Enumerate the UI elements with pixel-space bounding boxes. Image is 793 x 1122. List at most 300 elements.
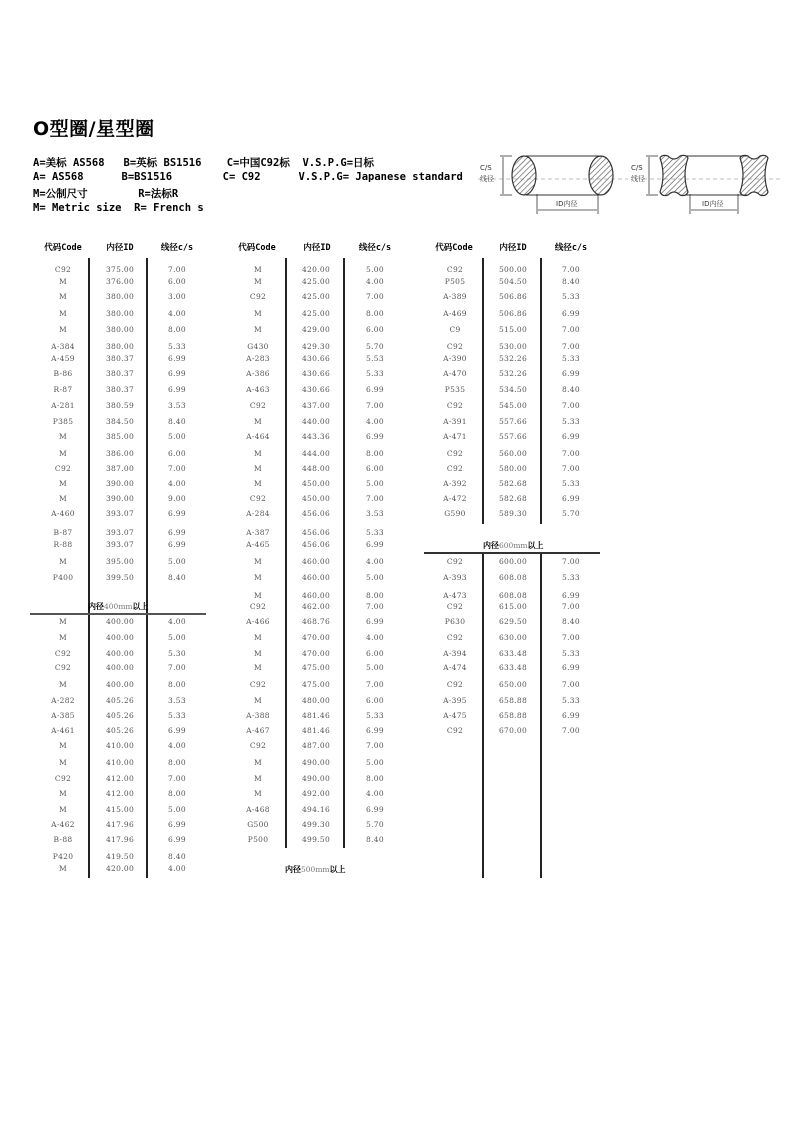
table2-cell-id: 443.36 <box>301 432 331 441</box>
table3-cell-code: A-474 <box>443 663 467 672</box>
table1-cell-code: M <box>59 494 67 503</box>
section-suffix: 以上 <box>329 865 346 874</box>
table3-header-cs: 线径c/s <box>554 243 588 253</box>
table3-cell-code: A-395 <box>443 696 467 705</box>
table1-cell-id: 412.00 <box>105 774 135 783</box>
table3-cell-cs: 8.40 <box>562 385 580 394</box>
legend-line-cn-1: A=美标 AS568 B=英标 BS1516 C=中国C92标 V.S.P.G=日标 <box>33 157 375 169</box>
table1-cell-cs: 7.00 <box>168 663 186 672</box>
table2-cell-cs: 5.70 <box>366 342 384 351</box>
table2-cell-cs: 5.33 <box>366 369 384 378</box>
table1-cell-code: A-385 <box>51 711 75 720</box>
table1-cell-id: 400.00 <box>105 633 135 642</box>
table1-cell-id: 400.00 <box>105 617 135 626</box>
table3-cell-id: 530.00 <box>498 342 528 351</box>
table1-cell-cs: 8.00 <box>168 758 186 767</box>
table1-cell-id: 380.37 <box>105 385 135 394</box>
table1-header-code: 代码Code <box>44 243 82 253</box>
table3-cell-id: 506.86 <box>498 292 528 301</box>
table2-cell-code: C92 <box>249 680 267 689</box>
table3-cell-cs: 7.00 <box>562 726 580 735</box>
table1-cell-cs: 4.00 <box>168 741 186 750</box>
table1-cell-cs: 8.40 <box>168 573 186 582</box>
table3-cell-id: 515.00 <box>498 325 528 334</box>
table3-cell-code: A-473 <box>443 591 467 600</box>
table1-cell-cs: 7.00 <box>168 265 186 274</box>
table3-cell-id: 608.08 <box>498 573 528 582</box>
table1-cell-id: 410.00 <box>105 758 135 767</box>
table2-cell-id: 499.30 <box>301 820 331 829</box>
table2-cell-cs: 4.00 <box>366 557 384 566</box>
section-over-600 <box>483 540 544 551</box>
table2-cell-id: 460.00 <box>301 557 331 566</box>
table1-cell-id: 390.00 <box>105 479 135 488</box>
table3-cell-id: 600.00 <box>498 557 528 566</box>
table2-cell-id: 450.00 <box>301 479 331 488</box>
table2-cell-id: 425.00 <box>301 292 331 301</box>
table1-cell-cs: 8.00 <box>168 325 186 334</box>
table3-cell-cs: 7.00 <box>562 464 580 473</box>
table2-cell-cs: 5.00 <box>366 479 384 488</box>
table2-cell-code: A-388 <box>246 711 270 720</box>
table1-cell-cs: 8.00 <box>168 680 186 689</box>
table3-cell-cs: 5.33 <box>562 479 580 488</box>
table3-cell-id: 670.00 <box>498 726 528 735</box>
table3-cell-id: 608.08 <box>498 591 528 600</box>
table2-cell-code: M <box>254 573 262 582</box>
table1-cell-id: 405.26 <box>105 711 135 720</box>
table3-cell-cs: 5.33 <box>562 292 580 301</box>
table1-cell-id: 380.59 <box>105 401 135 410</box>
table1-cell-id: 393.07 <box>105 540 135 549</box>
section-prefix: 内径 <box>285 865 301 874</box>
section-value: 600mm <box>499 541 528 550</box>
table2-cell-id: 470.00 <box>301 649 331 658</box>
table3-cell-code: C92 <box>446 464 464 473</box>
section-prefix: 内径 <box>483 541 499 550</box>
table1-cell-code: M <box>59 557 67 566</box>
table3-cell-cs: 6.99 <box>562 663 580 672</box>
table1-cell-code: M <box>59 741 67 750</box>
table2-cell-cs: 8.00 <box>366 591 384 600</box>
table2-cell-code: A-283 <box>246 354 270 363</box>
section-over-400 <box>88 601 149 612</box>
table3-header-id: 内径ID <box>499 243 527 253</box>
table1-cell-id: 384.50 <box>105 417 135 426</box>
table2-cell-cs: 6.00 <box>366 325 384 334</box>
table1-cell-cs: 6.99 <box>168 385 186 394</box>
section-400-rule <box>30 613 206 615</box>
table2-header-id: 内径ID <box>303 243 331 253</box>
table2-cell-cs: 5.53 <box>366 354 384 363</box>
id-label-left: ID内径 <box>556 200 578 208</box>
table3-cell-cs: 7.00 <box>562 449 580 458</box>
table3-cell-cs: 7.00 <box>562 680 580 689</box>
table2-cell-cs: 6.00 <box>366 649 384 658</box>
table1-cell-cs: 6.99 <box>168 540 186 549</box>
table2-cell-code: A-284 <box>246 509 270 518</box>
table2-cell-code: M <box>254 649 262 658</box>
table1-cell-cs: 8.00 <box>168 789 186 798</box>
table3-cell-code: P505 <box>444 277 466 286</box>
table2-cell-cs: 8.00 <box>366 309 384 318</box>
table1-cell-code: M <box>59 617 67 626</box>
table2-cell-id: 429.00 <box>301 325 331 334</box>
table2-cell-code: M <box>254 449 262 458</box>
table2-cell-cs: 5.70 <box>366 820 384 829</box>
table1-cell-id: 412.00 <box>105 789 135 798</box>
table2-cell-id: 475.00 <box>301 680 331 689</box>
table1-cell-code: B-87 <box>53 528 73 537</box>
table1-cell-id: 380.00 <box>105 309 135 318</box>
table1-cell-cs: 4.00 <box>168 617 186 626</box>
legend-line-en-2: M= Metric size R= French s <box>33 202 204 214</box>
table2-cell-code: M <box>254 663 262 672</box>
table1-cell-id: 386.00 <box>105 449 135 458</box>
table1-cell-id: 393.07 <box>105 509 135 518</box>
table1-cell-code: C92 <box>54 663 72 672</box>
table1-cell-cs: 6.99 <box>168 509 186 518</box>
table1-cell-code: C92 <box>54 649 72 658</box>
oring-cross-section-icon <box>478 150 783 218</box>
legend-line-en-1: A= AS568 B=BS1516 C= C92 V.S.P.G= Japanese standard <box>33 171 463 183</box>
table1-cell-code: A-281 <box>51 401 75 410</box>
table2-cell-cs: 3.53 <box>366 509 384 518</box>
table2-cell-id: 448.00 <box>301 464 331 473</box>
table3-cell-cs: 7.00 <box>562 325 580 334</box>
table1-cell-id: 415.00 <box>105 805 135 814</box>
table3-cell-id: 500.00 <box>498 265 528 274</box>
table2-cell-id: 460.00 <box>301 591 331 600</box>
table2-cell-code: M <box>254 789 262 798</box>
table2-cell-code: M <box>254 464 262 473</box>
table1-cell-id: 390.00 <box>105 494 135 503</box>
table1-cell-cs: 8.40 <box>168 417 186 426</box>
table3-cell-cs: 7.00 <box>562 342 580 351</box>
table2-cell-id: 462.00 <box>301 602 331 611</box>
table2-cell-code: M <box>254 417 262 426</box>
table1-cell-cs: 4.00 <box>168 309 186 318</box>
section-600-rule <box>424 552 600 554</box>
table3-cell-id: 633.48 <box>498 649 528 658</box>
table1-cell-cs: 6.99 <box>168 726 186 735</box>
table3-cell-cs: 6.99 <box>562 432 580 441</box>
table1-cell-code: A-461 <box>51 726 75 735</box>
table1-cell-code: B-86 <box>53 369 73 378</box>
table2-cell-cs: 8.00 <box>366 774 384 783</box>
table1-cell-id: 420.00 <box>105 864 135 873</box>
table2-cell-code: M <box>254 758 262 767</box>
table2-cell-code: A-463 <box>246 385 270 394</box>
table3-cell-id: 504.50 <box>498 277 528 286</box>
table2-cell-id: 430.66 <box>301 385 331 394</box>
table2-cell-id: 490.00 <box>301 774 331 783</box>
table3-cell-code: A-391 <box>443 417 467 426</box>
table3-cell-cs: 7.00 <box>562 602 580 611</box>
table1-cell-id: 417.96 <box>105 820 135 829</box>
table2-cell-code: M <box>254 265 262 274</box>
table3-cell-cs: 5.33 <box>562 354 580 363</box>
table1-cell-code: R-87 <box>53 385 73 394</box>
section-suffix: 以上 <box>132 602 149 611</box>
table3-cell-id: 580.00 <box>498 464 528 473</box>
table3-cell-cs: 6.99 <box>562 591 580 600</box>
table2-cell-code: M <box>254 591 262 600</box>
table2-cell-code: M <box>254 479 262 488</box>
table2-cell-code: G500 <box>247 820 269 829</box>
table3-cell-code: C92 <box>446 401 464 410</box>
table2-cell-id: 499.50 <box>301 835 331 844</box>
section-over-500 <box>285 864 346 875</box>
table3-cell-code: C92 <box>446 557 464 566</box>
table3-cell-cs: 8.40 <box>562 277 580 286</box>
table2-cell-id: 490.00 <box>301 758 331 767</box>
table2-cell-code: A-387 <box>246 528 270 537</box>
table1-cell-code: A-384 <box>51 342 75 351</box>
table1-cell-cs: 5.00 <box>168 432 186 441</box>
table1-cell-cs: 4.00 <box>168 864 186 873</box>
table1-cell-cs: 6.99 <box>168 820 186 829</box>
table3-cell-cs: 7.00 <box>562 265 580 274</box>
table2-cell-cs: 6.99 <box>366 805 384 814</box>
table1-cell-code: M <box>59 432 67 441</box>
table3-cell-id: 615.00 <box>498 602 528 611</box>
cs-label: C/S <box>480 164 492 172</box>
table1-cell-id: 380.00 <box>105 342 135 351</box>
table3-cell-id: 532.26 <box>498 369 528 378</box>
table2-cell-code: M <box>254 277 262 286</box>
table2-cell-cs: 4.00 <box>366 633 384 642</box>
table3-cell-code: A-394 <box>443 649 467 658</box>
table1-cell-code: M <box>59 277 67 286</box>
table2-cell-cs: 7.00 <box>366 741 384 750</box>
table3-cell-cs: 6.99 <box>562 494 580 503</box>
table2-cell-cs: 6.99 <box>366 617 384 626</box>
table2-cell-cs: 5.00 <box>366 573 384 582</box>
table3-cell-code: A-472 <box>443 494 467 503</box>
table1-cell-code: M <box>59 309 67 318</box>
legend-line-cn-2: M=公制尺寸 R=法标R <box>33 188 179 200</box>
table1-cell-code: R-88 <box>53 540 73 549</box>
table2-cell-cs: 6.99 <box>366 432 384 441</box>
table2-cell-code: C92 <box>249 292 267 301</box>
table3-cell-id: 545.00 <box>498 401 528 410</box>
table3-cell-cs: 5.33 <box>562 696 580 705</box>
table2-cell-id: 470.00 <box>301 633 331 642</box>
table1-cell-code: P420 <box>52 852 74 861</box>
table3-cell-cs: 5.33 <box>562 573 580 582</box>
table3-cell-code: A-390 <box>443 354 467 363</box>
table1-cell-cs: 6.00 <box>168 449 186 458</box>
table2-cell-code: A-467 <box>246 726 270 735</box>
table3-cell-code: A-389 <box>443 292 467 301</box>
table1-cell-code: M <box>59 758 67 767</box>
table1-cell-code: M <box>59 449 67 458</box>
table1-cell-id: 380.00 <box>105 325 135 334</box>
table2-cell-cs: 6.99 <box>366 385 384 394</box>
table2-cell-code: A-386 <box>246 369 270 378</box>
table1-cell-code: C92 <box>54 774 72 783</box>
table2-cell-cs: 4.00 <box>366 789 384 798</box>
table3-cell-cs: 5.33 <box>562 417 580 426</box>
table2-cell-code: C92 <box>249 602 267 611</box>
table1-cell-cs: 8.40 <box>168 852 186 861</box>
table3-cell-id: 557.66 <box>498 417 528 426</box>
table3-cell-code: C92 <box>446 449 464 458</box>
table2-cell-cs: 8.00 <box>366 449 384 458</box>
oring-diagram <box>478 150 783 218</box>
table2-cell-id: 456.06 <box>301 540 331 549</box>
table1-cell-id: 399.50 <box>105 573 135 582</box>
table3-cell-code: C92 <box>446 602 464 611</box>
section-suffix: 以上 <box>527 541 544 550</box>
table1-cell-code: M <box>59 325 67 334</box>
table2-cell-id: 425.00 <box>301 277 331 286</box>
table3-cell-code: P535 <box>444 385 466 394</box>
table2-cell-code: C92 <box>249 401 267 410</box>
table1-cell-cs: 6.99 <box>168 835 186 844</box>
table3-cell-cs: 7.00 <box>562 557 580 566</box>
table3-cell-id: 633.48 <box>498 663 528 672</box>
table2-cell-cs: 8.40 <box>366 835 384 844</box>
table3-cell-code: A-471 <box>443 432 467 441</box>
table3-cell-cs: 7.00 <box>562 633 580 642</box>
table1-cell-cs: 7.00 <box>168 464 186 473</box>
table2-header-cs: 线径c/s <box>358 243 392 253</box>
table3-cell-id: 534.50 <box>498 385 528 394</box>
table2-cell-cs: 5.00 <box>366 663 384 672</box>
table1-cell-cs: 5.00 <box>168 805 186 814</box>
table2-cell-code: P500 <box>247 835 269 844</box>
table1-cell-id: 400.00 <box>105 649 135 658</box>
table1-cell-cs: 5.00 <box>168 557 186 566</box>
table2-cell-cs: 5.33 <box>366 528 384 537</box>
table3-cell-code: A-469 <box>443 309 467 318</box>
table2-cell-cs: 6.99 <box>366 726 384 735</box>
table2-cell-cs: 5.00 <box>366 265 384 274</box>
cs-label-cn-2: 线径 <box>631 175 645 183</box>
table2-cell-code: M <box>254 696 262 705</box>
table1-cell-cs: 4.00 <box>168 479 186 488</box>
table1-cell-id: 387.00 <box>105 464 135 473</box>
table1-cell-code: M <box>59 864 67 873</box>
table3-cell-cs: 5.33 <box>562 649 580 658</box>
table2-cell-id: 444.00 <box>301 449 331 458</box>
table2-cell-id: 475.00 <box>301 663 331 672</box>
table2-cell-id: 460.00 <box>301 573 331 582</box>
table1-cell-id: 400.00 <box>105 680 135 689</box>
table1-cell-id: 385.00 <box>105 432 135 441</box>
table1-header-cs: 线径c/s <box>160 243 194 253</box>
table1-cell-id: 375.00 <box>105 265 135 274</box>
table2-cell-cs: 6.99 <box>366 540 384 549</box>
table2-cell-id: 437.00 <box>301 401 331 410</box>
table2-cell-id: 425.00 <box>301 309 331 318</box>
table1-cell-code: C92 <box>54 464 72 473</box>
table3-cell-id: 532.26 <box>498 354 528 363</box>
table3-cell-code: G590 <box>444 509 466 518</box>
table2-cell-id: 481.46 <box>301 726 331 735</box>
table1-cell-id: 376.00 <box>105 277 135 286</box>
table2-cell-cs: 5.33 <box>366 711 384 720</box>
table1-cell-id: 393.07 <box>105 528 135 537</box>
table2-cell-id: 480.00 <box>301 696 331 705</box>
table1-cell-code: A-459 <box>51 354 75 363</box>
table2-cell-id: 450.00 <box>301 494 331 503</box>
table2-cell-cs: 7.00 <box>366 680 384 689</box>
table3-cell-code: A-475 <box>443 711 467 720</box>
table1-cell-code: M <box>59 680 67 689</box>
table3-cell-code: A-393 <box>443 573 467 582</box>
table3-cell-id: 557.66 <box>498 432 528 441</box>
table1-cell-cs: 5.33 <box>168 711 186 720</box>
table3-cell-code: C92 <box>446 265 464 274</box>
table2-cell-id: 481.46 <box>301 711 331 720</box>
table1-cell-code: C92 <box>54 265 72 274</box>
table1-cell-id: 380.37 <box>105 369 135 378</box>
table3-header-code: 代码Code <box>435 243 473 253</box>
table2-cell-id: 494.16 <box>301 805 331 814</box>
table2-cell-cs: 7.00 <box>366 292 384 301</box>
table2-cell-cs: 7.00 <box>366 494 384 503</box>
table1-cell-id: 405.26 <box>105 726 135 735</box>
table3-cell-id: 582.68 <box>498 494 528 503</box>
page-title: O型圈/星型圈 <box>33 118 155 140</box>
table2-cell-cs: 5.00 <box>366 758 384 767</box>
cs-label-2: C/S <box>631 164 643 172</box>
table1-cell-id: 410.00 <box>105 741 135 750</box>
table1-cell-cs: 6.00 <box>168 277 186 286</box>
table2-cell-code: A-466 <box>246 617 270 626</box>
table3-cell-cs: 6.99 <box>562 309 580 318</box>
table3-cell-code: C92 <box>446 342 464 351</box>
table3-cell-id: 630.00 <box>498 633 528 642</box>
table3-cell-id: 650.00 <box>498 680 528 689</box>
table3-cell-id: 658.88 <box>498 696 528 705</box>
table1-header-id: 内径ID <box>106 243 134 253</box>
table2-cell-cs: 6.00 <box>366 464 384 473</box>
table1-cell-id: 380.00 <box>105 292 135 301</box>
table2-cell-id: 440.00 <box>301 417 331 426</box>
table2-cell-cs: 7.00 <box>366 401 384 410</box>
table1-cell-code: A-462 <box>51 820 75 829</box>
table1-cell-id: 380.37 <box>105 354 135 363</box>
table1-cell-cs: 6.99 <box>168 354 186 363</box>
table3-cell-id: 589.30 <box>498 509 528 518</box>
table1-cell-code: P400 <box>52 573 74 582</box>
table3-cell-cs: 6.99 <box>562 369 580 378</box>
table3-cell-code: A-392 <box>443 479 467 488</box>
table1-cell-cs: 6.99 <box>168 369 186 378</box>
table1-cell-code: M <box>59 805 67 814</box>
section-value: 500mm <box>301 865 330 874</box>
table2-cell-id: 430.66 <box>301 354 331 363</box>
table1-cell-code: A-460 <box>51 509 75 518</box>
table1-cell-cs: 6.99 <box>168 528 186 537</box>
table3-cell-id: 629.50 <box>498 617 528 626</box>
table2-cell-code: C92 <box>249 741 267 750</box>
table3-cell-code: C92 <box>446 633 464 642</box>
table2-cell-id: 487.00 <box>301 741 331 750</box>
table1-cell-cs: 3.53 <box>168 696 186 705</box>
table1-cell-id: 419.50 <box>105 852 135 861</box>
table3-cell-id: 506.86 <box>498 309 528 318</box>
section-value: 400mm <box>104 602 133 611</box>
table1-cell-id: 417.96 <box>105 835 135 844</box>
table1-cell-code: B-88 <box>53 835 73 844</box>
table1-cell-code: A-282 <box>51 696 75 705</box>
table1-cell-id: 395.00 <box>105 557 135 566</box>
